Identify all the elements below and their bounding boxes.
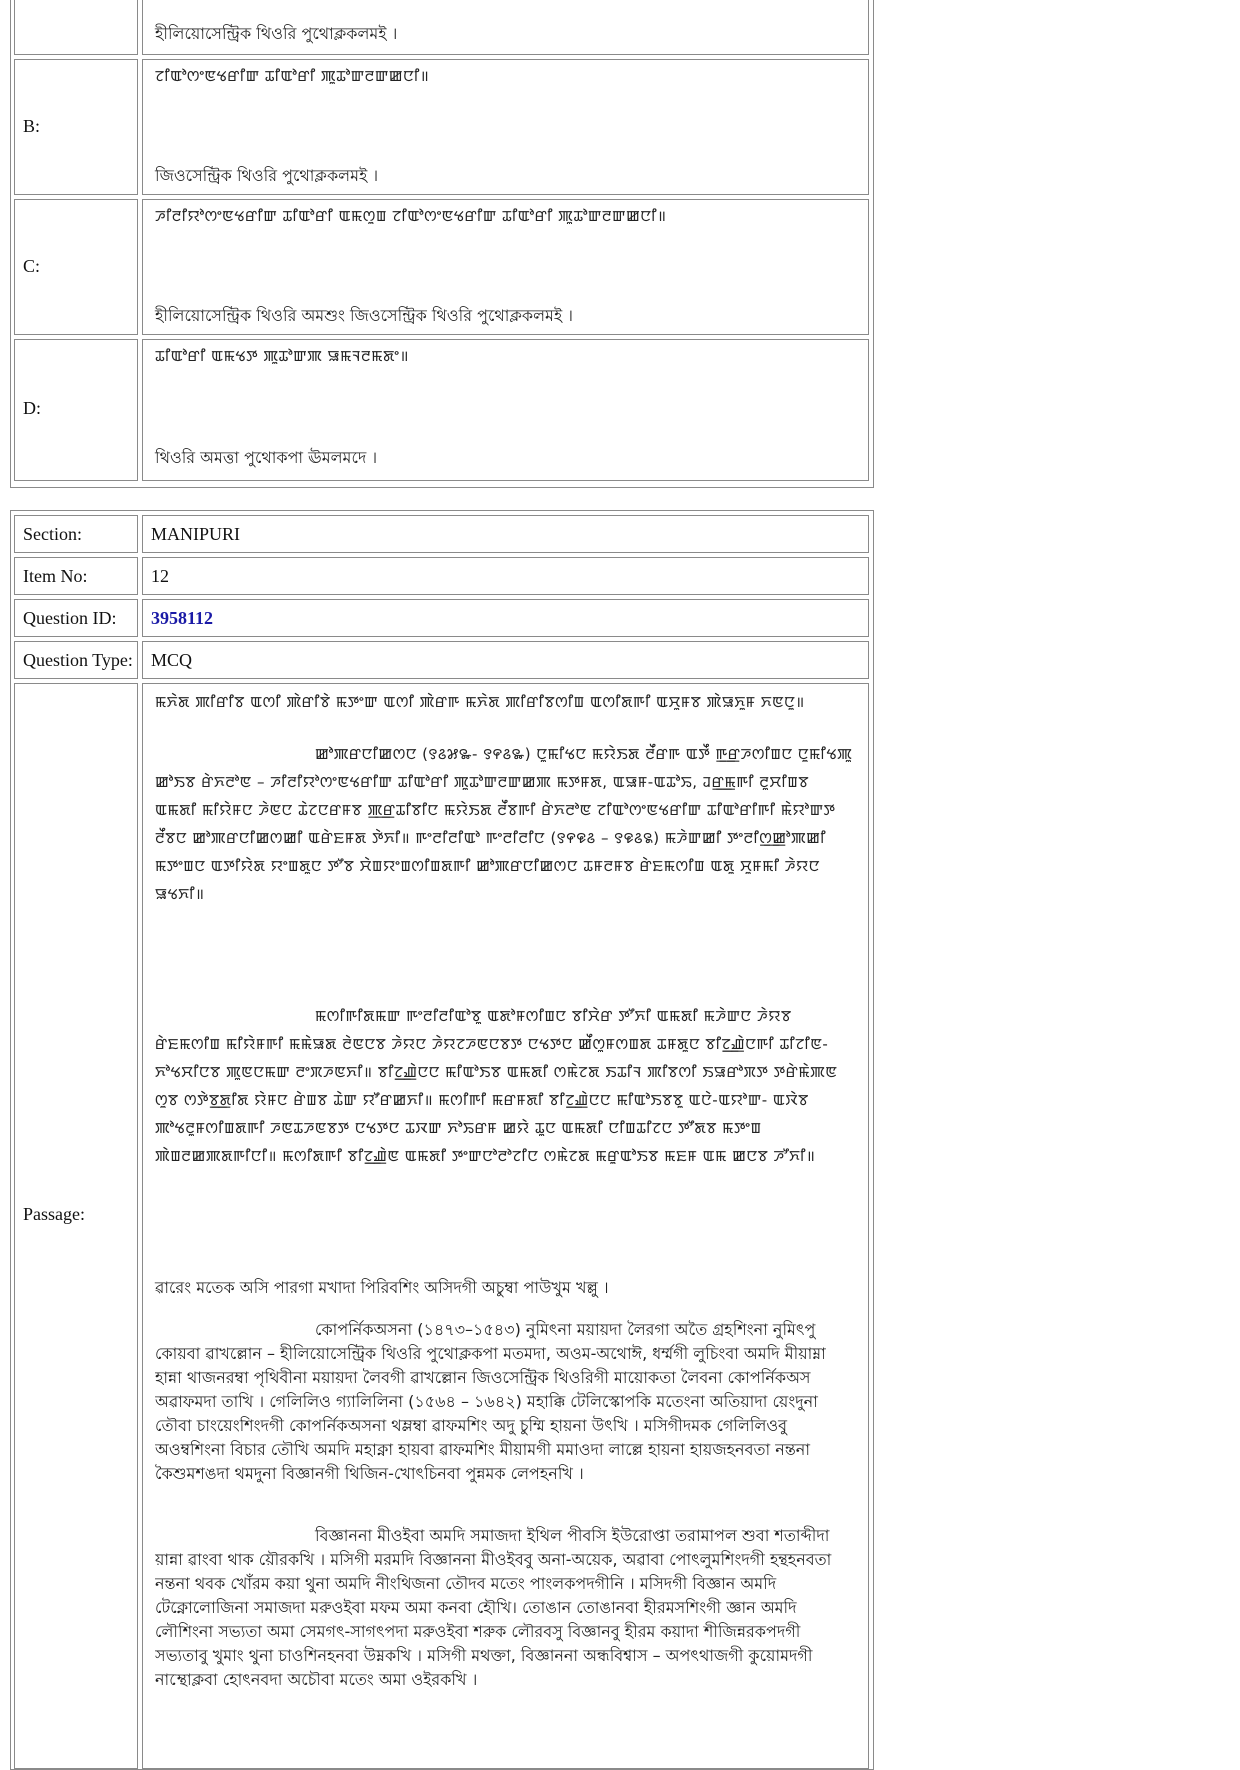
qtype-value-cell <box>142 641 869 679</box>
option-a-label-cell <box>14 0 138 55</box>
option-d-label-cell <box>14 339 138 481</box>
passage-content-cell <box>142 683 869 1769</box>
question-type-value: MCQ <box>151 650 193 670</box>
qtype-label-cell <box>14 641 138 679</box>
option-b-letter: B: <box>23 116 41 136</box>
option-c-content-cell <box>142 199 869 335</box>
option-d-meitei-text: ꯊꯤꯑꯣꯔꯤ ꯑꯃꯠꯇ ꯄꯨꯊꯣꯛꯄ ꯎꯃꯜꯂꯃꯗꯦ॥ <box>155 347 409 365</box>
passage-bengali-paragraph-1: কোপর্নিকঅসনা (১৪৭৩–১৫৪৩) নুমিৎনা ময়ায়দা লৈরগা অতৈ গ্রহশিংনা নুমিৎপু কোয়বা ৱাখল্লোন – হীলিয়োসেন্ট্রিক থিওরি পুথোক্লকপা মতমদা, অওম-অথোঈ, ধর্ম্মগী লুচিংবা অমদি মীয়াম্না হান্না থাজনরম্বা পৃথিবীনা ময়ায়দা লৈবগী ৱাখল্লোন জিওসেন্ট্রিক থিওরিগী মায়োকতা লৈবনা কোপর্নিকঅস অৱাফমদা তাখি । গেলিলিও গ্যালিলিনা (১৫৬৪ – ১৬৪২) মহাক্কি টেলিস্কোপকি মতেংনা অতিয়াদা য়েংদুনা তৌবা চাংয়েংশিংদগী কোপর্নিকঅসনা থম্লম্বা ৱাফমশিং অদু চুম্মি হায়না উৎখি । মসিগীদমক গেলিলিওবু অওম্বশিংনা বিচার তৌখি অমদি মহাক্না হায়বা ৱাফমশিং মীয়ামগী মমাওদা লাল্লে হায়না হায়জহনবতা নন্তনা কৈশুমশঙদা থমদুনা বিজ্ঞানগী থিজিন-খোৎচিনবা পুন্নমক লেপহনখি । <box>155 1320 826 1483</box>
question-id-value: 3958112 <box>151 608 214 628</box>
passage-bengali-paragraph-2: বিজ্ঞাননা মীওইবা অমদি সমাজদা ইথিল পীবসি ইউরোপ্তা তরামাপল শুবা শতাব্দীদা য়ান্না ৱাংবা থাক য়ৌরকখি । মসিগী মরমদি বিজ্ঞাননা মীওইববু অনা-অয়েক, অৱাবা পোৎলুমশিংদগী হন্থহনবতা নন্তনা থবক খোঁরম কয়া থুনা অমদি নীংথিজনা তৌদব মতেং পাংলকপদগীনি । মসিদগী বিজ্ঞান অমদি টেক্নোলোজিনা সমাজদা মরুওইবা মফম অমা কনবা হৌখি। তোঙান তোঙানবা হীরমসশিংগী জ্ঞান অমদি লৌশিংনা সভ্যতা অমা সেমগৎ-সাগৎপদা মরুওইবা শরুক লৌরবসু বিজ্ঞানবু হীরম কয়াদা শীজিন্নরকপদগী সভ্যতাবু খুমাং থুনা চাওশিনহনবা উম্নকখি । মসিগী মথক্তা, বিজ্ঞাননা অন্ধবিশ্বাস – অপৎথাজগী কুয়োমদগী নাম্থোক্লবা হোৎনবদা অচৌবা মতেং অমা ওইরকখি । <box>155 1526 832 1689</box>
item-label-cell <box>14 557 138 595</box>
passage-meitei-paragraph-2: ꯃꯁꯤꯒꯤꯗꯃꯛ ꯒꯦꯂꯤꯂꯤꯑꯣꯕꯨ ꯑꯗꯣꯝꯁꯤꯡꯅ ꯕꯤꯆꯥꯔ ꯇꯧꯈꯤ ꯑꯃꯗꯤ ꯃꯍꯥꯛꯅ ꯍꯥꯌꯕ ꯔꯥꯐꯃꯁꯤꯡ ꯃꯤꯌꯥꯝꯒꯤ ꯃꯃꯥꯎꯗ ꯂꯥꯟꯅꯕ ꯍꯥꯌꯅ ꯍꯥꯌꯖꯍꯟꯅꯕꯇ ꯅꯠꯇꯅ ꯀꯩꯁꯨꯝꯁꯡꯗ ꯊꯝꯗꯨꯅ ꯕꯤꯖ꯭ꯉꯥꯅꯒꯤ ꯊꯤꯖꯤꯟ-ꯈꯣꯠꯆꯤꯅꯕ ꯄꯨꯟꯅꯃꯛ ꯂꯦꯞꯍꯟꯈꯤ॥ ꯕꯤꯖ꯭ꯉꯥꯅꯅ ꯃꯤꯑꯣꯏꯕ ꯑꯃꯗꯤ ꯁꯃꯥꯖꯗ ꯏꯊꯤꯜ ꯄꯤꯕꯁꯤ ꯏꯎꯔꯣꯞꯇ ꯇꯔꯥꯃꯥꯄꯟ ꯁꯨꯕ ꯁꯇꯥꯕ꯭ꯗꯤꯗ ꯌꯥꯝꯅ ꯔꯥꯡꯕ ꯊꯥꯛ ꯌꯧꯔꯀꯈꯤ॥ ꯃꯁꯤꯒꯤ ꯃꯔꯝꯗꯤ ꯕꯤꯖ꯭ꯉꯥꯅꯅ ꯃꯤꯑꯣꯏꯕꯕꯨ ꯑꯅꯥ-ꯑꯌꯣꯛ- ꯑꯋꯥꯕ ꯄꯣꯠꯂꯨꯝꯁꯤꯡꯗꯒꯤ ꯍꯟꯊꯍꯟꯕꯇ ꯅꯠꯇꯅ ꯊꯋꯛ ꯈꯣꯢꯔꯝ ꯀꯌꯥ ꯊꯨꯅ ꯑꯃꯗꯤ ꯅꯤꯡꯊꯤꯖꯅ ꯇꯧꯗꯕ ꯃꯇꯦꯡ ꯄꯥꯡꯂꯀꯄꯗꯒꯤꯅꯤ॥ ꯃꯁꯤꯗꯒꯤ ꯕꯤꯖ꯭ꯉꯥꯟ ꯑꯃꯗꯤ ꯇꯦꯛꯅꯣꯂꯣꯖꯤꯅ ꯁꯃꯥꯖꯗ ꯃꯔꯨꯑꯣꯏꯕ ꯃꯐꯝ ꯑꯃ ꯀꯅꯕ ꯍꯧꯈꯤ॥ <box>155 1007 838 1165</box>
passage-label-cell <box>14 683 138 1769</box>
option-a-content-cell <box>142 0 869 55</box>
section-label: Section: <box>23 524 82 544</box>
passage-label: Passage: <box>23 1204 85 1224</box>
passage-meitei-intro: ꯃꯈꯥꯗ ꯄꯤꯔꯤꯕ ꯑꯁꯤ ꯄꯥꯔꯤꯕꯥ ꯃꯇꯦꯛ ꯑꯁꯤ ꯄꯥꯔꯒ ꯃꯈꯥꯗ ꯄꯤꯔꯤꯕꯁꯤꯡ ꯑꯁꯤꯗꯒꯤ ꯑꯆꯨꯝꯕ ꯄꯥꯎꯈꯨꯝ ꯈꯟꯅꯨ॥ <box>155 693 805 711</box>
question-type-label: Question Type: <box>23 650 133 670</box>
option-b-meitei-text: ꯖꯤꯑꯣꯁꯦꯟꯠꯔꯤꯛ ꯊꯤꯑꯣꯔꯤ ꯄꯨꯊꯣꯛꯂꯛꯀꯅꯤ॥ <box>155 67 430 85</box>
passage-meitei-paragraph-1: ꯀꯣꯄꯔꯅꯤꯀꯁꯅ (꯱꯴꯷꯳- ꯱꯵꯴꯳) ꯅꯨꯃꯤꯠꯅ ꯃꯌꯥꯏꯗ ꯂꯩꯔꯒ ꯑꯇꯩ ꯒ꯭ꯔꯍꯁꯤꯡꯅ ꯅꯨꯃꯤꯠꯄꯨ ꯀꯣꯏꯕ ꯔꯥꯈꯂꯣꯟ – ꯍꯤꯂꯤꯌꯣꯁꯦꯟꯠꯔꯤꯛ ꯊꯤꯑꯣꯔꯤ ꯄꯨꯊꯣꯛꯂꯛꯀꯄ ꯃꯇꯝꯗ, ꯑꯎꯝ-ꯑꯊꯣꯢ, ꯙꯔ꯭ꯃꯒꯤ ꯂꯨꯆꯤꯡꯕ ꯑꯃꯗꯤ ꯃꯤꯌꯥꯝꯅ ꯍꯥꯟꯅ ꯊꯥꯖꯅꯔꯝꯕ ꯄ꯭ꯔꯊꯤꯕꯤꯅ ꯃꯌꯥꯏꯗ ꯂꯩꯕꯒꯤ ꯔꯥꯈꯂꯣꯟ ꯖꯤꯑꯣꯁꯦꯟꯠꯔꯤꯛ ꯊꯤꯑꯣꯔꯤꯒꯤ ꯃꯥꯌꯣꯛꯇ ꯂꯩꯕꯅ ꯀꯣꯄꯔꯅꯤꯀꯁꯀꯤ ꯑꯔꯥꯐꯝꯗ ꯇꯥꯈꯤ॥ ꯒꯦꯂꯤꯂꯤꯑꯣ ꯒꯦꯂꯤꯂꯤꯅ (꯱꯵꯶꯴ – ꯱꯶꯴꯲) ꯃꯍꯥꯛꯀꯤ ꯇꯦꯂꯤꯁ꯭ꯀꯣꯄꯀꯤ ꯃꯇꯦꯡꯅ ꯑꯇꯤꯌꯥꯗ ꯌꯦꯡꯗꯨꯅ ꯇꯧꯕ ꯆꯥꯡꯌꯦꯡꯁꯤꯡꯗꯒꯤ ꯀꯣꯄꯔꯅꯤꯀꯁꯅ ꯊꯝꯂꯝꯕ ꯔꯥꯐꯃꯁꯤꯡ ꯑꯗꯨ ꯆꯨꯝꯃꯤ ꯍꯥꯌꯅ ꯎꯠꯈꯤ॥ <box>155 745 853 903</box>
section-label-cell <box>14 515 138 553</box>
option-c-bengali-text: হীলিয়োসেন্ট্রিক থিওরি অমশুং জিওসেন্ট্রিক থিওরি পুথোক্লকলমই । <box>155 306 574 325</box>
previous-question-options <box>10 0 874 488</box>
option-a-text: হীলিয়োসেন্ট্রিক থিওরি পুথোক্লকলমই । <box>155 24 398 43</box>
option-b-label-cell <box>14 59 138 195</box>
item-value-cell <box>142 557 869 595</box>
passage-bengali-intro: ৱারেং মতেক অসি পারগা মখাদা পিরিবশিং অসিদগী অচুম্বা পাউখুম খল্লু । <box>155 1278 609 1297</box>
question-table <box>10 510 874 1770</box>
item-label: Item No: <box>23 566 88 586</box>
section-value: MANIPURI <box>151 524 241 544</box>
question-id-label: Question ID: <box>23 608 117 628</box>
option-c-label-cell <box>14 199 138 335</box>
qid-label-cell <box>14 599 138 637</box>
option-d-bengali-text: থিওরি অমত্তা পুথোকপা ঊমলমদে । <box>155 448 378 467</box>
option-b-content-cell <box>142 59 869 195</box>
section-value-cell <box>142 515 869 553</box>
option-c-meitei-text: ꯍꯤꯂꯤꯌꯣꯁꯦꯟꯠꯔꯤꯛ ꯊꯤꯑꯣꯔꯤ ꯑꯃꯁꯨꯡ ꯖꯤꯑꯣꯁꯦꯟꯠꯔꯤꯛ ꯊꯤꯑꯣꯔꯤ ꯄꯨꯊꯣꯛꯂꯛꯀꯅꯤ॥ <box>155 207 667 225</box>
item-number: 12 <box>151 566 169 586</box>
option-d-letter: D: <box>23 398 41 418</box>
option-b-bengali-text: জিওসেন্ট্রিক থিওরি পুথোক্লকলমই । <box>155 166 379 185</box>
qid-value-cell <box>142 599 869 637</box>
option-d-content-cell <box>142 339 869 481</box>
option-c-letter: C: <box>23 256 41 276</box>
